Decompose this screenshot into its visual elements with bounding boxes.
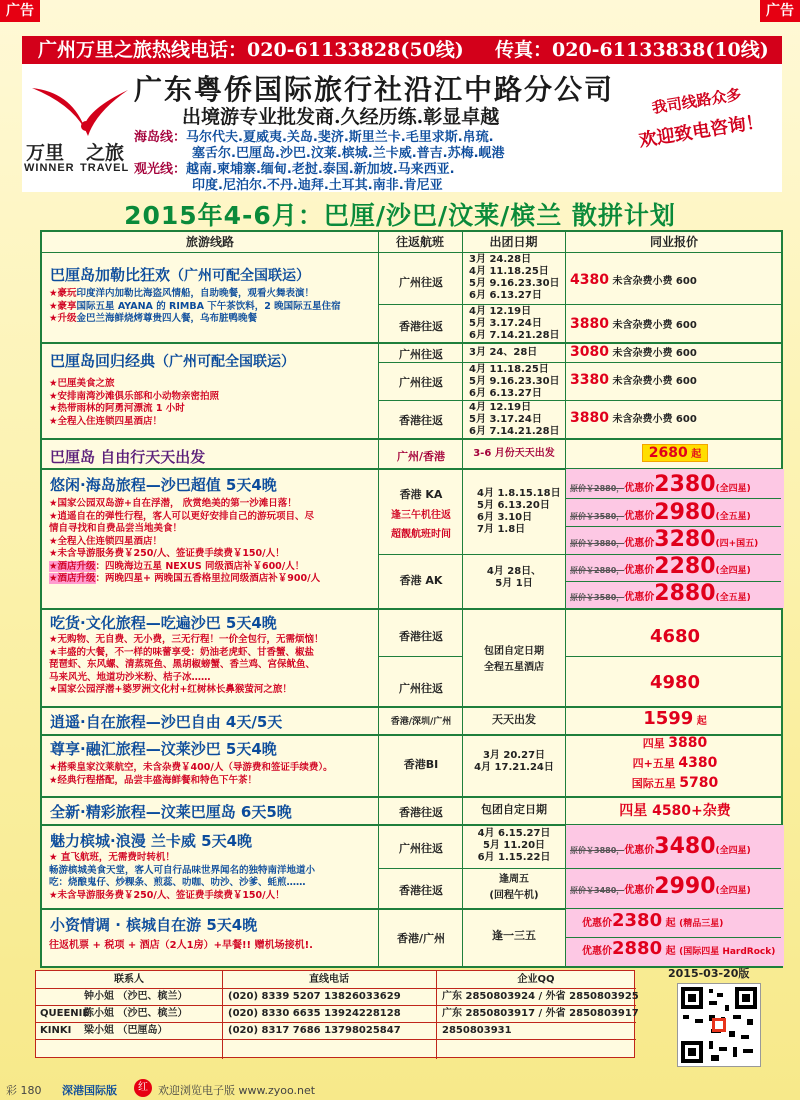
route-bullets [49,498,377,586]
route-price [566,626,784,647]
bullet: ★安排南湾沙滩俱乐部和小动物亲密拍照 [49,390,220,402]
route-flight: 香港往返 [399,320,443,333]
price-note: 未含杂费小费 600 [612,376,697,387]
bullet: ★经典行程搭配，品尝丰盛海鲜餐和特色下午茶！ [49,774,258,786]
price-value: 5780 [679,775,719,791]
bullet: ★逍遥自在的弹性行程，客人可以更好安排自己的游玩项目、尽 [49,510,315,522]
contact-name: 钟小姐 （沙巴、槟兰） [84,991,188,1002]
route-price [566,316,784,332]
price-value: 3880 [570,316,609,332]
price-value: 3380 [570,372,609,388]
route-title-sub: （广州可配全国联运） [170,268,311,284]
bullet-text: 印度洋内加勒比海盗风情船，自助晚餐，观看火舞表演！ [76,288,315,299]
route-title [50,350,295,371]
price-suffix: 起 [696,716,707,727]
contact-phone[interactable]: (020) 8339 5207 13826033629 [228,991,401,1002]
price-value: 1599 [643,708,694,729]
bullet [49,301,369,314]
price-value: 四星 4580+杂费 [619,803,731,819]
route-title-sub: （广州可配全国联运） [155,354,296,370]
route-flight: 广州往返 [399,842,443,855]
row-divider [565,498,781,499]
price-value: 2280 [654,554,716,579]
bullet [49,313,369,326]
price-value: 2380 [654,472,716,497]
price-suffix: 起 [691,449,702,460]
bullet: ★热带雨林的阿勇河漂流 1 小时 [49,403,185,414]
hotline-label: 广州万里之旅热线电话： [38,39,248,61]
tour-label: 观光线： [134,162,187,177]
bullet: 马来风光、地道功沙米粉、桔子冰…… [49,671,211,683]
bullet-text: 金巴兰海鲜烧烤尊贵四人餐，乌布脏鸭晚餐 [76,313,258,324]
logo-cn-right: 之旅 [86,142,125,164]
bullet: ★全程入住连锁四星酒店！ [49,535,163,547]
price-tag: (全四星) [715,566,751,576]
route-price [566,344,784,360]
bullet: ★无购物、无自费、无小费，三无行程！一价全包行，无需烦恼！ [49,634,324,645]
date-line: 4月 11.18.25日 [469,364,549,375]
price-note: 未含杂费小费 600 [612,276,697,287]
date-line: 6月 6.13.27日 [469,290,542,301]
price-original: 原价￥2880， [570,484,625,493]
price-value: 3880 [570,410,609,426]
route-price [566,581,784,606]
row-divider [378,868,781,869]
bullet: 往返机票 + 税项 + 酒店（2人1房）+早餐!! 赠机场接机!. [49,940,313,951]
row-divider [42,608,781,610]
route-title: 全新·精彩旅程—汶莱巴厘岛 6天5晚 [50,803,292,821]
island-line-row-2: 塞舌尔.巴厘岛.沙巴.汶莱.槟城.兰卡威.普吉.苏梅.岘港 [192,146,505,161]
route-price [566,735,784,751]
row-divider [378,362,781,363]
bullet-text: 国际五星 AYANA 的 RIMBA 下午茶饮料，2 晚国际五星住宿 [76,300,341,312]
price-value: 2380 [612,910,663,931]
contact-name: 陈小姐 （沙巴、槟兰） [84,1008,188,1019]
route-title-main: 巴厘岛回归经典 [50,352,156,370]
contact-header-qq: 企业QQ [517,974,555,985]
route-title: 悠闲·海岛旅程—沙巴超值 5天4晚 [50,476,277,494]
logo-en-left: WINNER [24,162,75,174]
date-line: 4月 28日、 [486,566,542,577]
bullet: ★全程入住连锁四星酒店！ [49,415,163,427]
route-flight: 香港/深圳/广州 [390,717,452,727]
route-price [566,554,784,579]
date-line: 5月 3.17.24日 [469,318,542,329]
route-dates [463,347,565,359]
bullet: 畅游槟城美食天堂，客人可自行品味世界闻名的独特南洋地道小 [49,864,316,876]
route-flight: 广州/香港 [396,450,446,463]
route-flight: 广州往返 [399,376,443,389]
date-line: 5月 9.16.23.30日 [469,278,560,289]
route-title: 逍遥·自在旅程—沙巴自由 4天/5天 [50,713,283,731]
route-flight: 香港 AK [399,574,443,587]
route-flight: 香港/广州 [396,932,446,945]
hotline-phone: 020-61133828(50线) [247,39,464,61]
tour-line: 越南.柬埔寨.缅甸.老挝.泰国.新加坡.马来西亚. [186,162,455,177]
price-value: 2880 [654,581,716,606]
date-line: 7月 1.8日 [477,524,526,535]
price-label: 优惠价 [624,538,655,549]
date-line: 4月 12.19日 [469,402,532,413]
date-line: 5月 6.13.20日 [477,500,550,511]
date-line: (回程午机) [489,890,539,901]
version-label: 2015-03-20版 [668,967,750,980]
price-value: 3880 [668,735,708,751]
bullet: ★搭乘皇家汶莱航空，未含杂费￥400/人（导游费和签证手续费）。 [49,762,333,773]
bullet: ★ 直飞航班，无需费时转机！ [49,852,175,863]
route-bullets [49,288,369,326]
route-price [566,834,784,859]
upgrade-tag: ★酒店升级 [49,560,96,572]
date-line: 全程五星酒店 [484,662,544,673]
header-route: 旅游线路 [185,235,234,249]
price-note: 未含杂费小费 600 [612,348,697,359]
route-dates [463,828,565,864]
date-line: 6月 6.13.27日 [469,388,542,399]
row-divider [378,400,781,401]
price-suffix: 起 [665,918,676,929]
contact-qq: 广东 2850803917 / 外省 2850803917 [442,1008,639,1019]
flight-code: 香港 KA [399,488,443,501]
price-label: 优惠价 [624,565,655,576]
price-tag: (全四星) [715,484,751,494]
price-label: 优惠价 [582,918,612,929]
ad-tag-left: 广告 [0,0,40,22]
contact-code: QUEENIE [40,1008,90,1019]
route-dates [463,254,565,302]
bullet: ★丰盛的大餐，不一样的味蕾享受：奶油老虎虾、甘香蟹、椒盐 [49,646,315,658]
logo-cn-left: 万里 [26,142,65,164]
flight-note: 逢三午机往返 [391,510,451,521]
footer-brand-icon: 红 [134,1079,152,1097]
footer-section: 深港国际版 [62,1084,117,1097]
route-flight: 香港BI [403,758,439,771]
qr-code-icon[interactable] [678,984,760,1066]
stamp-line-2: 欢迎致电咨询！ [637,111,766,152]
price-suffix: 起 [665,946,676,957]
bullet: ★未含导游服务费￥250/人、签证费手续费￥150/人！ [49,548,285,559]
price-label: 优惠价 [624,592,655,603]
date-line: 6月 1.15.22日 [477,852,551,863]
price-tag: (国际四星 HardRock) [679,947,776,957]
route-dates: 包团自定日期 [481,803,547,816]
date-line: 3月 24.28日 [469,254,532,265]
price-original: 原价￥3480， [570,886,625,895]
route-dates [463,750,565,774]
price-label: 优惠价 [582,946,612,957]
route-price [566,938,784,959]
date-line: 6月 7.14.21.28日 [469,426,560,437]
date-line: 3月 24、28日 [469,347,538,358]
route-title [50,264,310,285]
row-divider [42,252,781,253]
route-bullets [49,378,369,428]
price-highlight [642,444,708,462]
contact-qq: 广东 2850803924 / 外省 2850803925 [442,991,639,1002]
company-name: 广东粤侨国际旅行社沿江中路分公司 [134,73,615,106]
contact-phone[interactable]: (020) 8330 6635 13924228128 [228,1008,401,1019]
fax-label: 传真： [495,39,553,61]
price-label: 优惠价 [624,483,655,494]
tour-table [40,230,783,968]
date-line: 5月 1日 [495,578,533,589]
bullet [49,573,377,586]
price-tag: (全五星) [715,593,751,603]
price-original: 原价￥3580， [570,512,625,521]
price-value: 2880 [612,938,663,959]
contact-code: KINKI [40,1025,72,1036]
date-line: 6月 3.10日 [477,512,533,523]
route-price [566,527,784,552]
route-bullets [49,940,377,953]
route-price [566,755,784,771]
price-value: 2990 [654,874,716,899]
island-label: 海岛线： [134,130,187,145]
route-dates [463,306,565,342]
footer [0,1078,800,1100]
stamp-line-1: 我司线路众多 [650,85,743,118]
price-value: 4680 [649,626,701,647]
price-tag: (四+国五) [715,539,759,549]
price-note: 未含杂费小费 600 [612,320,697,331]
swallow-logo-icon [30,82,130,138]
date-line: 3月 20.27日 [482,750,546,761]
flight-note: 超靓航班时间 [391,529,451,540]
date-line: 逢周五 [499,874,529,885]
price-value: 4380 [570,272,609,288]
date-line: 5月 3.17.24日 [469,414,542,425]
route-title: 巴厘岛 自由行天天出发 [50,448,206,466]
bullet-prefix: ★豪玩 [49,288,77,299]
route-price [566,910,784,931]
route-price [566,272,784,288]
route-price [566,708,784,729]
route-flight: 香港往返 [399,630,443,643]
island-line: 马尔代夫.夏威夷.关岛.斐济.斯里兰卡.毛里求斯.帛琉. [186,130,494,145]
route-dates [463,364,565,400]
qr-code-graphic [681,987,757,1063]
route-flight: 香港往返 [399,806,443,819]
contact-phone[interactable]: (020) 8317 7686 13798025847 [228,1025,401,1036]
header [22,64,782,192]
price-original: 原价￥3880， [570,846,625,855]
price-original: 原价￥3880， [570,539,625,548]
route-price [566,672,784,693]
fax-number: 020-61133838(10线) [552,39,769,61]
row-divider [378,656,462,657]
contact-table [35,970,639,1058]
route-flight: 广州往返 [399,348,443,361]
bullet: ★未含导游服务费￥250/人、签证费手续费￥150/人！ [49,889,285,901]
contact-name: 梁小姐 （巴厘岛） [84,1025,168,1036]
slogan: 出境游专业批发商.久经历练.彰显卓越 [182,106,500,128]
price-original: 原价￥2880， [570,566,625,575]
header-flight: 往返航班 [395,235,444,249]
route-title-main: 巴厘岛加勒比狂欢 [50,266,171,284]
header-dates: 出团日期 [489,235,538,249]
route-price [566,444,784,462]
route-price [566,500,784,525]
price-note: 未含杂费小费 600 [612,414,697,425]
route-flight: 香港往返 [399,884,443,897]
route-title: 吃货·文化旅程—吃遍沙巴 5天4晚 [50,614,277,632]
route-dates [463,644,565,676]
price-tag: (精品三星) [679,919,724,929]
date-line: 4月 6.15.27日 [477,828,551,839]
route-price [566,874,784,899]
bullet [49,288,369,301]
route-price [566,775,784,791]
bullet-text: ：两晚四星+ 两晚国五香格里拉同级酒店补￥900/人 [95,573,321,584]
price-tag: (全四星) [715,846,751,856]
date-line: 6月 7.14.21.28日 [469,330,560,341]
bullet-prefix: ★豪享 [49,300,77,312]
ad-tag-right: 广告 [760,0,800,22]
price-value: 3080 [570,344,609,360]
date-line: 5月 9.16.23.30日 [469,376,560,387]
price-value: 2980 [654,500,716,525]
date-line: 包团自定日期 [484,646,544,657]
footer-page: 彩 180 [6,1084,42,1097]
date-line: 4月 12.19日 [469,306,532,317]
price-value: 2680 [648,445,688,461]
route-flight [380,486,462,540]
price-label: 优惠价 [624,845,655,856]
route-dates: 3-6 月份天天出发 [473,448,555,459]
price-value: 3480 [654,834,716,859]
price-label: 国际五星 [631,777,676,790]
price-original: 原价￥3580， [570,593,625,602]
route-dates [463,872,565,904]
row-divider [42,438,781,440]
price-value: 4380 [678,755,718,771]
date-line: 4月 1.8.15.18日 [477,488,561,499]
price-value: 4980 [649,672,701,693]
price-tag: (全五星) [715,512,751,522]
upgrade-tag: ★酒店升级 [49,573,96,584]
price-value: 3280 [654,527,716,552]
bullet: ★国家公园双岛游+自在浮潜， 欣赏绝美的第一沙滩日落！ [49,498,297,509]
route-bullets [49,852,377,902]
route-dates [463,566,565,590]
price-label: 优惠价 [624,511,655,522]
tour-line-row-2: 印度.尼泊尔.不丹.迪拜.土耳其.南非.肯尼亚 [192,178,443,193]
row-divider [565,656,781,657]
row-divider [42,796,781,798]
contact-header-phone: 直线电话 [309,974,349,985]
route-flight: 广州往返 [399,276,443,289]
date-line: 4月 11.18.25日 [469,266,549,277]
price-label: 四+五星 [632,757,675,770]
footer-welcome[interactable]: 欢迎浏览电子版 www.zyoo.net [158,1084,316,1097]
route-bullets [49,634,377,697]
contact-qq: 2850803931 [442,1025,512,1036]
route-title: 尊享·融汇旅程—汶莱沙巴 5天4晚 [50,740,277,758]
bullet [49,561,377,574]
bullet: ★国家公园浮潜+婆罗洲文化村+红树林长鼻猴萤河之旅！ [49,684,292,695]
price-tag: (全四星) [715,886,751,896]
route-price [566,372,784,388]
route-bullets [49,762,377,787]
route-dates [463,402,565,438]
route-dates [463,488,565,536]
route-price [566,410,784,426]
date-line: 4月 17.21.24日 [474,762,554,773]
bullet: 琵琶虾、东风螺、清蒸斑鱼、黑胡椒螃蟹、香兰鸡、宫保鱿鱼、 [49,659,316,670]
route-title: 魅力槟城·浪漫 兰卡威 5天4晚 [50,832,253,850]
header-price: 同业报价 [649,235,698,249]
row-divider [378,304,781,305]
bullet: 吃：烧酿鬼仔、炒粿条、煎蕊、叻咖、叻沙、沙爹、蚝煎…… [49,877,306,888]
date-line: 5月 11.20日 [482,840,546,851]
logo-en-right: TRAVEL [80,162,130,174]
bullet: ★巴厘美食之旅 [49,378,115,389]
route-flight: 香港往返 [399,414,443,427]
bullet: 情自寻找和自费品尝当地美食！ [49,523,183,534]
bullet-prefix: ★升级 [49,313,77,324]
route-dates: 逢一三五 [492,929,536,942]
hotline-banner [22,36,782,64]
page-title: 2015年4-6月：巴厘/沙巴/汶莱/槟兰 散拼计划 [124,201,676,230]
row-divider [36,1039,636,1040]
route-dates: 天天出发 [492,713,536,726]
contact-header-person: 联系人 [114,974,144,985]
inquiry-stamp [621,79,777,155]
route-title: 小资情调 · 槟城自在游 5天4晚 [50,916,258,934]
route-price [566,472,784,497]
route-flight: 广州往返 [399,682,443,695]
price-label: 优惠价 [624,885,655,896]
price-label: 四星 [642,737,665,750]
bullet-text: ：四晚海边五星 NEXUS 同级酒店补￥600/人！ [95,560,305,572]
route-price [566,800,784,820]
